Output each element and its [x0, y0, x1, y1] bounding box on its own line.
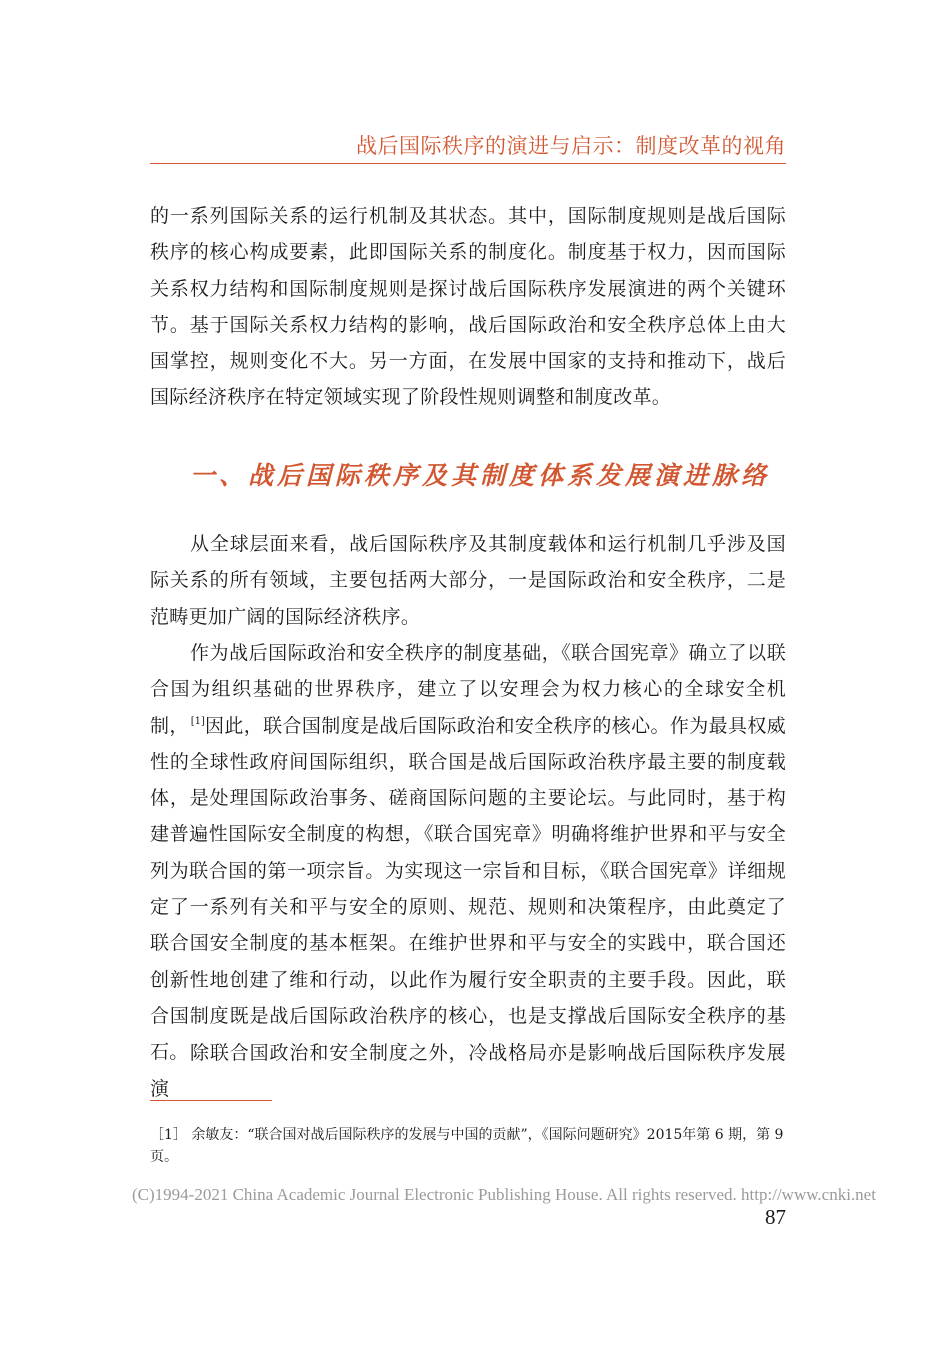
copyright-line: (C)1994-2021 China Academic Journal Electronic Publishing House. All rights reserved. http://www.cnki.net: [132, 1185, 876, 1204]
footnote-reference[interactable]: [1]: [190, 716, 205, 728]
footnote-1: ［1］ 余敏友：“联合国对战后国际秩序的发展与中国的贡献”，《国际问题研究》2015年第 6 期，第 9 页。: [150, 1127, 784, 1165]
footnote-rule: [150, 1100, 272, 1101]
body-paragraph-1: 的一系列国际关系的运行机制及其状态。其中，国际制度规则是战后国际秩序的核心构成要素，此即国际关系的制度化。制度基于权力，因而国际关系权力结构和国际制度规则是探讨战后国际秩序发展演进的两个关键环节。基于国际关系权力结构的影响，战后国际政治和安全秩序总体上由大国掌控，规则变化不大。另一方面，在发展中国家的支持和推动下，战后国际经济秩序在特定领域实现了阶段性规则调整和制度改革。: [150, 205, 786, 409]
body-paragraph-2: 从全球层面来看，战后国际秩序及其制度载体和运行机制几乎涉及国际关系的所有领域，主要包括两大部分，一是国际政治和安全秩序，二是范畴更加广阔的国际经济秩序。: [150, 533, 786, 628]
body-paragraph-3-text-a: 作为战后国际政治和安全秩序的制度基础，《联合国宪章》确立了以联合国为组织基础的世界秩序，建立了以安理会为权力核心的全球安全机制，: [150, 642, 786, 737]
body-paragraph-4: 除联合国政治和安全制度之外，冷战格局亦是影响战后国际秩序发展演: [150, 1042, 786, 1101]
running-title: 战后国际秩序的演进与启示：制度改革的视角: [356, 134, 786, 158]
page-number: 87: [765, 1205, 786, 1229]
section-title: 一、战后国际秩序及其制度体系发展演进脉络: [190, 461, 771, 490]
body-paragraph-3: [150, 635, 786, 1071]
body-paragraph-3-text-b: 因此，联合国制度是战后国际政治和安全秩序的核心。作为最具权威性的全球性政府间国际组织，联合国是战后国际政治秩序最主要的制度载体，是处理国际政治事务、磋商国际问题的主要论坛。与此同时，基于构建普遍性国际安全制度的构想，《联合国宪章》明确将维护世界和平与安全列为联合国的第一项宗旨。为实现这一宗旨和目标，《联合国宪章》详细规定了一系列有关和平与安全的原则、规范、规则和决策程序，由此奠定了联合国安全制度的基本框架。在维护世界和平与安全的实践中，联合国还创新性地创建了维和行动，以此作为履行安全职责的主要手段。因此，联合国制度既是战后国际政治秩序的核心，也是支撑战后国际安全秩序的基石。: [150, 714, 786, 1064]
header-rule: [150, 163, 786, 164]
